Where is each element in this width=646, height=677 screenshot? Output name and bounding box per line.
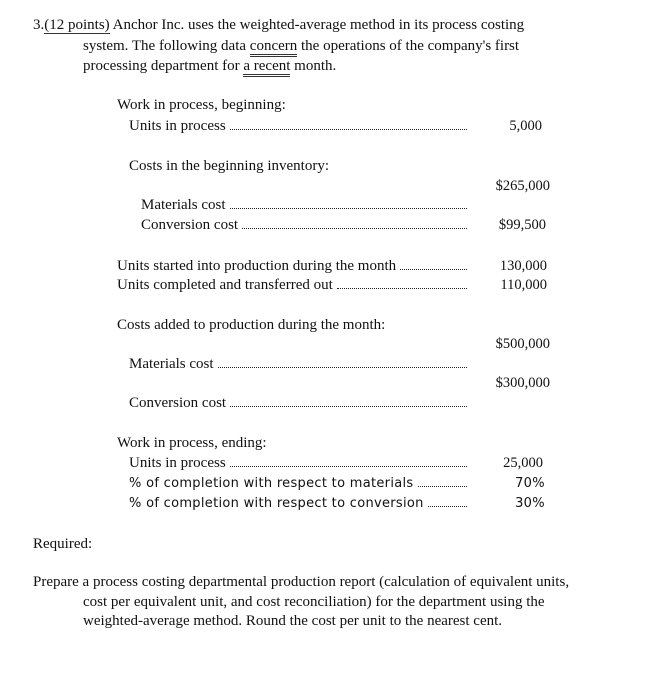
costs-begin-materials-row	[141, 196, 467, 215]
wip-begin-units-row	[129, 117, 467, 136]
costs-added-conversion-row	[129, 394, 467, 413]
wip-end-units-label: Units in process	[129, 455, 226, 471]
required-line-1: Prepare a process costing departmental production report (calculation of equivalent units,	[33, 574, 570, 590]
wip-end-materials-pct-value: 70%	[515, 476, 545, 491]
leader-dots	[418, 486, 468, 487]
leader-dots	[242, 228, 467, 229]
wip-begin-heading: Work in process, beginning:	[117, 97, 286, 113]
costs-begin-total: $265,000	[495, 178, 550, 194]
question-line-2	[83, 37, 519, 56]
wip-begin-units-value: 5,000	[509, 118, 542, 134]
costs-begin-conversion-value: $99,500	[498, 217, 546, 233]
wip-end-conversion-pct-label: % of completion with respect to conversion	[129, 496, 424, 511]
costs-begin-heading: Costs in the beginning inventory:	[129, 158, 329, 174]
question-intro: Anchor Inc. uses the weighted-average method in its process costing	[112, 17, 525, 33]
wip-end-units-row	[129, 454, 467, 473]
leader-dots	[230, 466, 467, 467]
leader-dots	[230, 208, 467, 209]
wip-end-units-value: 25,000	[503, 455, 543, 471]
units-completed-value: 110,000	[500, 277, 547, 293]
wip-end-heading: Work in process, ending:	[117, 435, 267, 451]
required-label: Required:	[33, 536, 93, 552]
leader-dots	[428, 506, 467, 507]
units-started-label: Units started into production during the month	[117, 258, 397, 274]
units-completed-label: Units completed and transferred out	[117, 277, 333, 293]
wip-begin-units-label: Units in process	[129, 118, 226, 134]
question-line-1	[33, 16, 524, 35]
costs-begin-conversion-row	[141, 216, 467, 235]
units-started-value: 130,000	[499, 258, 547, 274]
question-text: system. The following data	[83, 38, 250, 54]
question-text: the operations of the company's first	[297, 38, 520, 54]
units-started-row	[117, 257, 467, 276]
required-line-2: cost per equivalent unit, and cost reconciliation) for the department using the	[83, 594, 545, 610]
costs-begin-materials-label: Materials cost	[141, 197, 226, 213]
wip-end-conversion-pct-value: 30%	[515, 496, 545, 511]
units-completed-row	[117, 276, 467, 295]
costs-added-materials-row	[129, 355, 467, 374]
costs-added-materials-value: $300,000	[495, 375, 550, 391]
wip-end-materials-pct-row	[129, 474, 467, 493]
wip-end-conversion-pct-row	[129, 494, 467, 513]
question-points: (12 points)	[44, 17, 110, 33]
costs-added-heading: Costs added to production during the month:	[117, 317, 386, 333]
costs-added-total: $500,000	[495, 336, 550, 352]
underlined-concern: concern	[250, 38, 297, 57]
leader-dots	[218, 367, 467, 368]
required-line-3: weighted-average method. Round the cost per unit to the nearest cent.	[83, 613, 503, 629]
costs-added-materials-label: Materials cost	[129, 356, 214, 372]
underlined-recent: a recent	[243, 58, 290, 77]
question-line-3	[83, 57, 336, 76]
wip-end-materials-pct-label: % of completion with respect to materials	[129, 476, 414, 491]
question-number: 3.	[33, 17, 45, 33]
leader-dots	[230, 129, 467, 130]
costs-added-conversion-label: Conversion cost	[129, 395, 227, 411]
leader-dots	[230, 406, 467, 407]
costs-begin-conversion-label: Conversion cost	[141, 217, 239, 233]
question-text: month.	[290, 58, 337, 74]
leader-dots	[400, 269, 467, 270]
leader-dots	[337, 288, 467, 289]
question-text: processing department for	[83, 58, 244, 74]
